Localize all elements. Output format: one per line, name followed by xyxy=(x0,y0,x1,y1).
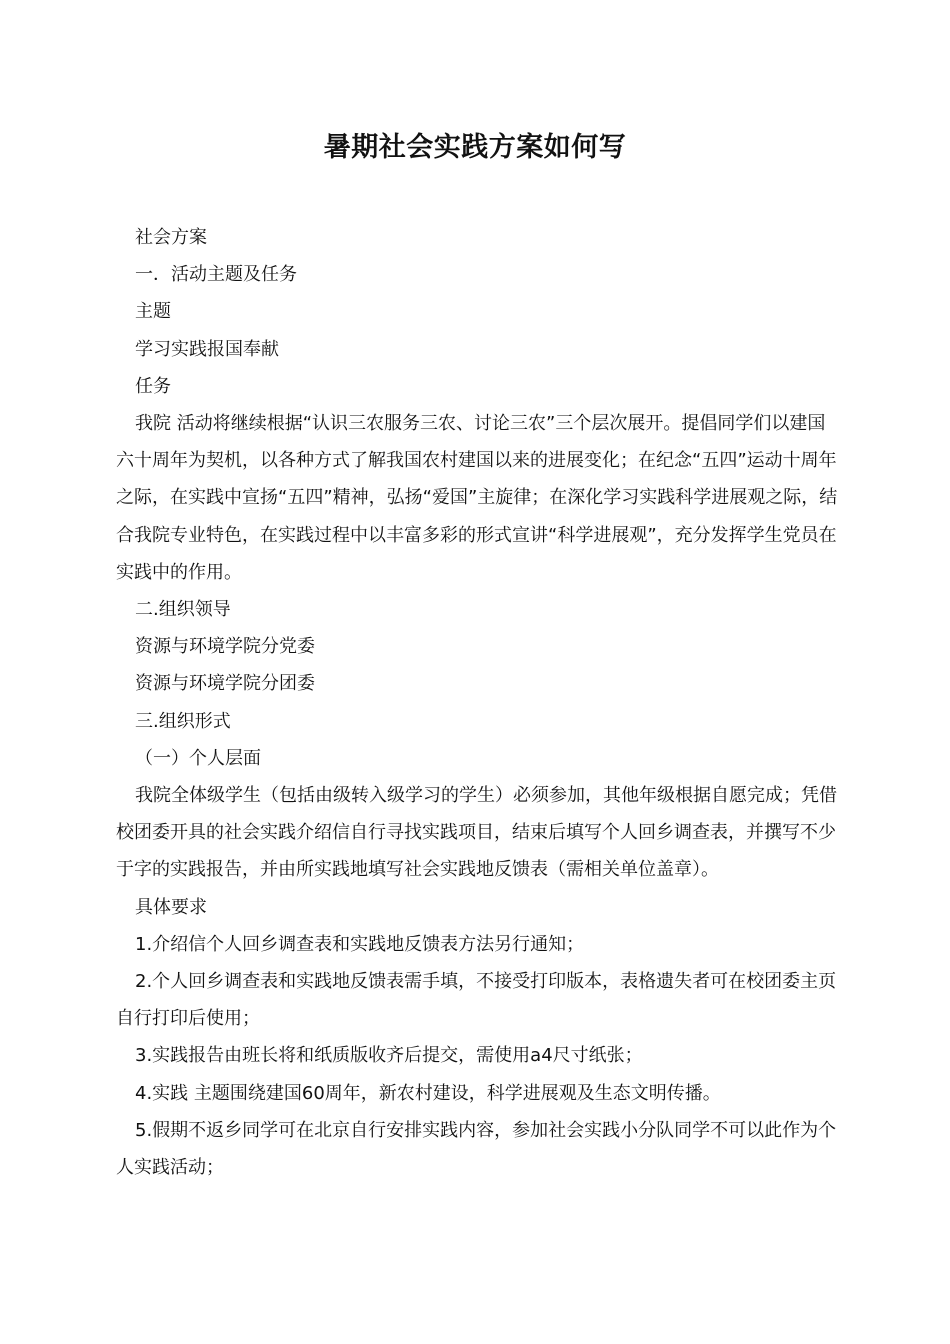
paragraph-party-committee: 资源与环境学院分党委 xyxy=(135,636,315,658)
list-item-requirement-1: 1.介绍信个人回乡调查表和实践地反馈表方法另行通知； xyxy=(135,933,585,955)
paragraph-heading-social-plan: 社会方案 xyxy=(135,227,207,248)
section-heading-organization-form: 三.组织形式 xyxy=(135,710,231,732)
paragraph-theme-text: 学习实践报国奉献 xyxy=(135,338,279,360)
list-item-requirement-5: 5.假期不返乡同学可在北京自行安排实践内容，参加社会实践小分队同学不可以此作为个人实践活动； xyxy=(116,1119,837,1179)
paragraph-individual-text: 我院全体级学生（包括由级转入级学习的学生）必须参加，其他年级根据自愿完成；凭借校团委开具的社会实践介绍信自行寻找实践项目，结束后填写个人回乡调查表，并撰写不少于字的实践报告，并由所实践地填写社会实践地反馈表（需相关单位盖章）。 xyxy=(116,785,837,881)
section-heading-theme-and-task: 一．活动主题及任务 xyxy=(135,264,297,286)
subsection-heading-individual: （一）个人层面 xyxy=(135,747,261,769)
document-title: 暑期社会实践方案如何写 xyxy=(323,132,627,163)
list-item-requirement-2: 2.个人回乡调查表和实践地反馈表需手填，不接受打印版本，表格遗失者可在校团委主页自行打印后使用； xyxy=(116,971,837,1030)
section-heading-leadership: 二.组织领导 xyxy=(135,599,231,621)
paragraph-league-committee: 资源与环境学院分团委 xyxy=(135,673,315,695)
paragraph-label-theme: 主题 xyxy=(135,301,171,323)
paragraph-label-task: 任务 xyxy=(135,375,171,397)
list-item-requirement-4: 4.实践 主题围绕建国60周年，新农村建设，科学进展观及生态文明传播。 xyxy=(135,1082,721,1104)
paragraph-label-requirements: 具体要求 xyxy=(135,896,207,918)
document-body xyxy=(116,219,842,1186)
list-item-requirement-3: 3.实践报告由班长将和纸质版收齐后提交，需使用a4尺寸纸张； xyxy=(135,1045,643,1067)
paragraph-task-text: 我院 活动将继续根据“认识三农服务三农、讨论三农”三个层次展开。提倡同学们以建国六十周年为契机，以各种方式了解我国农村建国以来的进展变化；在纪念“五四”运动十周年之际，在实践中宣扬“五四”精神，弘扬“爱国”主旋律；在深化学习实践科学进展观之际，结合我院专业特色，在实践过程中以丰富多彩的形式宣讲“科学进展观”，充分发挥学生党员在实践中的作用。 xyxy=(116,413,838,583)
